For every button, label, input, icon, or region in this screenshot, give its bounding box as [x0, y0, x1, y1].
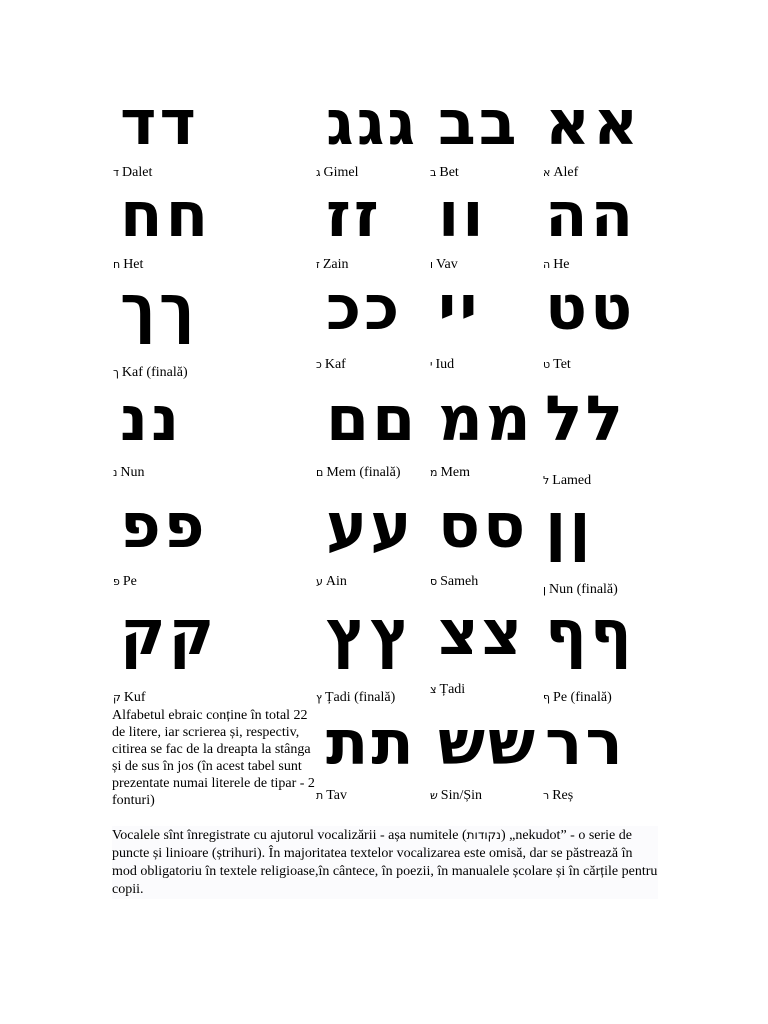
letter-label [430, 574, 478, 590]
letter-glyphs: ננ [120, 382, 183, 455]
letter-label [113, 365, 188, 381]
letter-mark: ג [316, 166, 321, 179]
letter-glyphs: פפ [120, 489, 208, 562]
paragraph-text-before: Vocalele sînt înregistrate cu ajutorul vocalizării - așa numitele ( [112, 828, 467, 843]
letter-mark: ש [430, 789, 438, 802]
letter-label [113, 574, 137, 590]
letter-mark: ט [543, 358, 551, 371]
letter-mark: ע [316, 575, 323, 588]
letter-name: Bet [439, 165, 459, 180]
letter-label [316, 357, 346, 373]
letter-mark: ח [113, 258, 121, 271]
letter-mark: ו [430, 258, 433, 271]
letter-glyphs: ממ [438, 382, 534, 455]
letter-mark: ב [430, 166, 437, 179]
letter-name: Iud [435, 357, 455, 372]
letter-mark: ץ [316, 691, 322, 704]
letter-label [113, 465, 145, 481]
letter-name: Mem (finală) [326, 465, 401, 480]
letter-mark: פ [113, 575, 120, 588]
letter-name: Sameh [440, 574, 479, 589]
letter-name: Pe (finală) [553, 690, 612, 705]
letter-mark: צ [430, 683, 437, 696]
letter-glyphs: חח [120, 178, 212, 251]
letter-mark: ת [316, 789, 324, 802]
alphabet-note: Alfabetul ebraic conține în total 22 de litere, iar scrierea și, respectiv, citirea se fac de la dreapta la stânga și de sus în jos (în acest tabel sunt prezentate numai literele de tipar - 2 fonturi) [112, 708, 315, 808]
letter-name: Gimel [323, 165, 359, 180]
letter-mark: כ [316, 358, 322, 371]
letter-mark: נ [113, 466, 118, 479]
letter-name: Lamed [552, 473, 592, 488]
letter-name: Zain [322, 257, 349, 272]
letter-mark: ל [543, 474, 550, 487]
letter-name: Alef [553, 165, 579, 180]
letter-label [543, 473, 591, 489]
letter-name: Tav [326, 788, 348, 803]
letter-label [316, 574, 347, 590]
letter-glyphs: ךך [120, 271, 198, 344]
letter-glyphs: אא [545, 86, 642, 159]
letter-label [430, 682, 465, 698]
letter-name: Țadi (finală) [324, 690, 396, 705]
paragraph-text-after: ) „nekudot” - o serie de puncte și linioare (ștrihuri). În majoritatea textelor vocalizarea este omisă, dar se păstrează în mod obligatoriu în textele religioase,în cântece, în poezii, în manualele școlare și în cărțile pentru copii. [112, 828, 658, 897]
letter-mark: ד [113, 166, 120, 179]
letter-label [430, 465, 470, 481]
letter-mark: א [543, 166, 551, 179]
letter-name: Sin/Șin [440, 788, 483, 803]
letter-name: Tet [553, 357, 571, 372]
letter-glyphs: הה [545, 178, 637, 251]
letter-mark: ס [430, 575, 438, 588]
letter-glyphs: זז [326, 178, 382, 251]
letter-label [113, 690, 146, 706]
paragraph-hebrew-word: נקודות [466, 828, 501, 842]
letter-name: Mem [440, 465, 471, 480]
letter-label [543, 690, 612, 706]
letter-mark: ק [113, 691, 121, 704]
letter-mark: ה [543, 258, 551, 271]
letter-name: Kaf [324, 357, 346, 372]
letter-mark: ך [113, 366, 119, 379]
letter-name: Vav [436, 257, 458, 272]
letter-label [543, 357, 571, 373]
letter-label [543, 788, 573, 804]
letter-name: He [553, 257, 570, 272]
letter-glyphs: גגג [326, 86, 419, 159]
letter-name: Nun [120, 465, 145, 480]
letter-glyphs: שש [438, 706, 539, 779]
letter-glyphs: טט [545, 271, 636, 344]
letter-label [316, 690, 395, 706]
letter-mark: ם [316, 466, 324, 479]
letter-glyphs: קק [120, 596, 218, 669]
letter-glyphs: דד [120, 86, 199, 159]
letter-label [430, 788, 482, 804]
letter-name: Dalet [122, 165, 153, 180]
letter-glyphs: רר [545, 706, 626, 779]
letter-glyphs: תת [326, 706, 417, 779]
letter-name: Pe [122, 574, 137, 589]
vocalization-paragraph [112, 826, 658, 899]
letter-label [430, 357, 454, 373]
letter-mark: ז [316, 258, 320, 271]
letter-glyphs: סס [438, 489, 529, 562]
letter-name: Het [123, 257, 144, 272]
letter-mark: י [430, 358, 433, 371]
letter-glyphs: םם [326, 382, 419, 455]
letter-glyphs: וו [438, 178, 487, 251]
letter-glyphs: לל [545, 382, 627, 455]
letter-glyphs: ןן [545, 489, 594, 562]
letter-glyphs: יי [438, 271, 481, 344]
letter-glyphs: ככ [326, 271, 403, 344]
letter-name: Ain [325, 574, 347, 589]
letter-glyphs: ףף [545, 596, 635, 669]
letter-mark: ר [543, 789, 550, 802]
letter-mark: מ [430, 466, 438, 479]
letter-name: Kaf (finală) [121, 365, 188, 380]
letter-glyphs: צצ [438, 596, 525, 669]
letter-name: Țadi [439, 682, 466, 697]
letter-name: Kuf [123, 690, 146, 705]
letter-glyphs: עע [326, 489, 415, 562]
letter-glyphs: בב [438, 86, 520, 159]
letter-glyphs: ץץ [326, 596, 414, 669]
letter-name: Reș [552, 788, 574, 803]
letter-mark: ף [543, 691, 551, 704]
letter-mark: ן [543, 583, 546, 596]
letter-label [316, 465, 401, 481]
letter-name: Nun (finală) [549, 582, 618, 597]
